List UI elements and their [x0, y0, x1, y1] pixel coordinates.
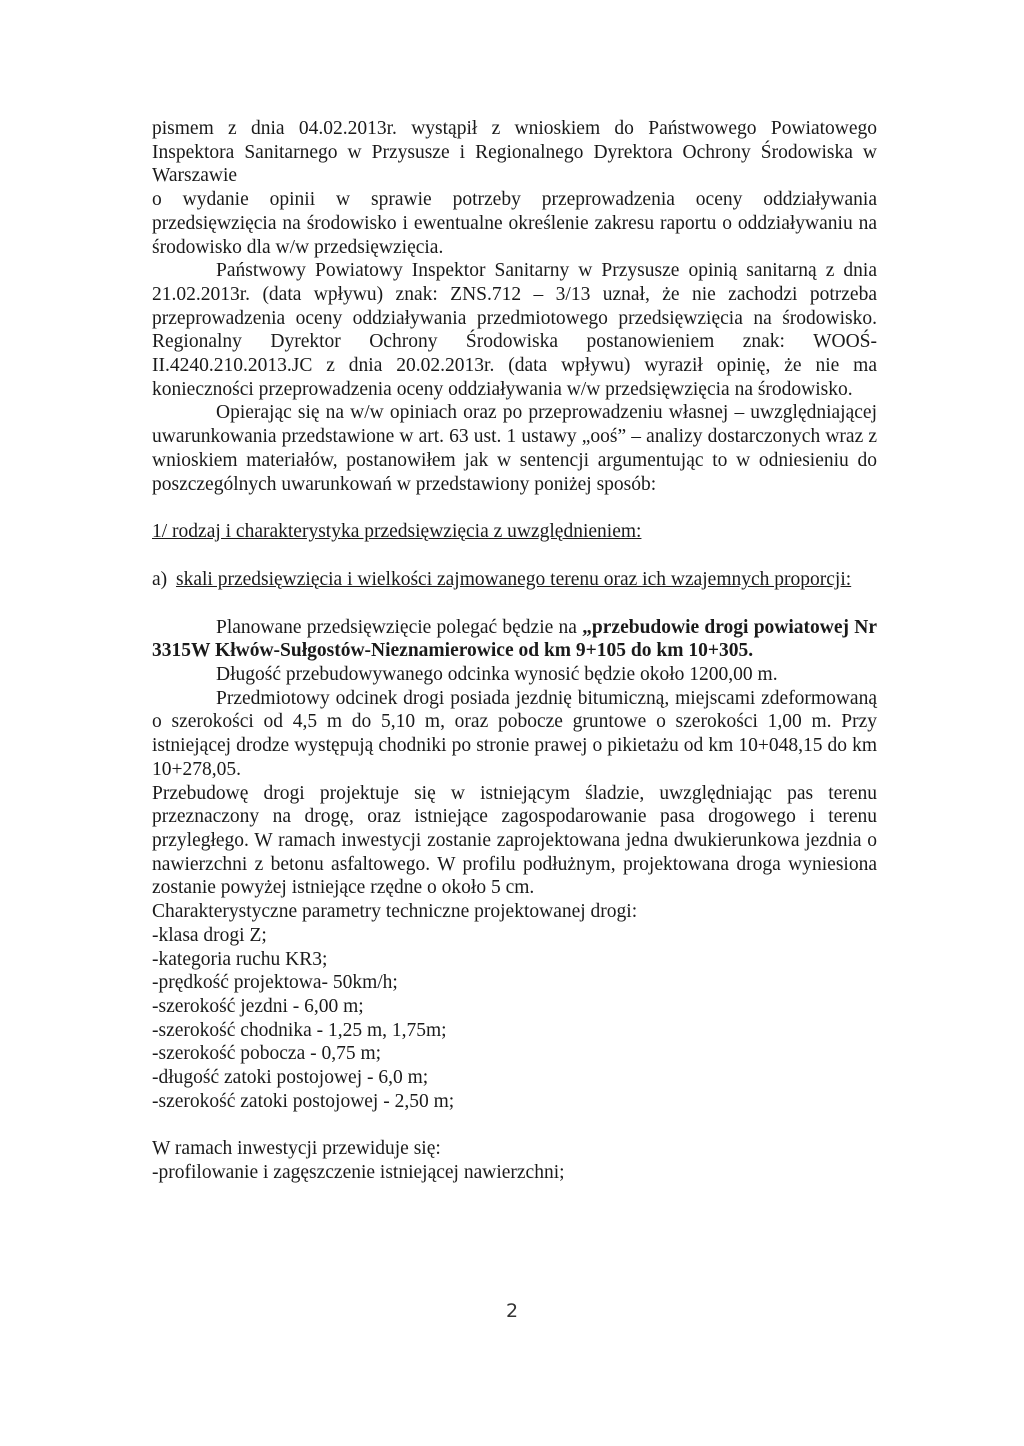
spacer	[152, 1113, 877, 1137]
existing-road-description: Przedmiotowy odcinek drogi posiada jezdnię bitumiczną, miejscami zdeformowaną o szerokości od 4,5 m do 5,10 m, oraz pobocze gruntowe o szerokości 1,00 m. Przy istniejącej drodze występują chodniki po stronie prawej o pikietażu od km 10+048,15 do km 10+278,05.	[152, 687, 877, 780]
subsection-marker: a)	[152, 568, 168, 590]
project-length: Długość przebudowywanego odcinka wynosić będzie około 1200,00 m.	[216, 664, 778, 686]
page-number: 2	[505, 1300, 519, 1322]
sanitary-opinion-paragraph: Państwowy Powiatowy Inspektor Sanitarny w Przysusze opinią sanitarną z dnia 21.02.2013r. (data wpływu) znak: ZNS.712 – 3/13 uznał, że nie zachodzi potrzeba przeprowadzenia oceny oddziaływania przedmiotowego przedsięwzięcia na środowisko. Regionalny Dyrektor Ochrony Środowiska postanowieniem znak: WOOŚ-II.4240.210.2013.JC z dnia 20.02.2013r. (data wpływu) wyraził opinię, że nie ma konieczności przeprowadzenia oceny oddziaływania w/w przedsięwzięcia na środowisko.	[152, 260, 877, 400]
parameter-item: -szerokość chodnika - 1,25 m, 1,75m;	[152, 1019, 447, 1041]
reconstruction-plan: Przebudowę drogi projektuje się w istniejącym śladzie, uwzględniając pas terenu przeznaczony na drogę, oraz istniejące zagospodarowanie pasa drogowego i terenu przyległego. W ramach inwestycji zostanie zaprojektowana jedna dwukierunkowa jezdnia o nawierzchni z betonu asfaltowego. W profilu podłużnym, projektowana droga wyniesiona zostanie powyżej istniejące rzędne o około 5 cm.	[152, 782, 877, 899]
parameter-item: -prędkość projektowa- 50km/h;	[152, 972, 398, 994]
parameter-item: -długość zatoki postojowej - 6,0 m;	[152, 1067, 429, 1089]
document-body	[152, 117, 877, 1185]
spacer	[152, 496, 877, 520]
spacer	[152, 544, 877, 568]
parameters-heading: Charakterystyczne parametry techniczne projektowanej drogi:	[152, 901, 638, 923]
project-name: „przebudowie drogi powiatowej Nr 3315W Kłwów-Sułgostów-Nieznamierowice od km 9+105 do km 10+305.	[152, 616, 878, 662]
parameter-item: -szerokość jezdni - 6,00 m;	[152, 995, 364, 1017]
parameter-item: -klasa drogi Z;	[152, 924, 267, 946]
scope-list	[152, 1161, 877, 1185]
conclusion-paragraph: Opierając się na w/w opiniach oraz po przeprowadzeniu własnej – uwzględniającej uwarunkowania przedstawione w art. 63 ust. 1 ustawy „ooś” – analizy dostarczonych wraz z wnioskiem materiałów, postanowiłem jak w sentencji argumentując to w odniesieniu do poszczególnych uwarunkowań w przedstawiony poniżej sposób:	[152, 402, 877, 495]
parameter-item: -kategoria ruchu KR3;	[152, 948, 328, 970]
project-lead-text: Planowane przedsięwzięcie polegać będzie na	[216, 616, 583, 638]
spacer	[152, 592, 877, 616]
parameter-item: -szerokość zatoki postojowej - 2,50 m;	[152, 1090, 455, 1112]
intro-paragraph-2: o wydanie opinii w sprawie potrzeby przeprowadzenia oceny oddziaływania przedsięwzięcia na środowisko i ewentualne określenie zakresu raportu o oddziaływaniu na środowisko dla w/w przedsięwzięcia.	[152, 189, 877, 258]
parameter-item: -szerokość pobocza - 0,75 m;	[152, 1043, 382, 1065]
subsection-title: skali przedsięwzięcia i wielkości zajmowanego terenu oraz ich wzajemnych proporcji:	[176, 568, 852, 590]
scope-heading: W ramach inwestycji przewiduje się:	[152, 1138, 441, 1160]
section-heading: 1/ rodzaj i charakterystyka przedsięwzięcia z uwzględnieniem:	[152, 521, 642, 543]
project-description	[152, 616, 877, 663]
scope-item: -profilowanie i zagęszczenie istniejącej nawierzchni;	[152, 1162, 565, 1184]
parameters-list	[152, 924, 877, 1114]
subsection-heading	[152, 568, 877, 592]
intro-paragraph-1: pismem z dnia 04.02.2013r. wystąpił z wnioskiem do Państwowego Powiatowego Inspektora Sanitarnego w Przysusze i Regionalnego Dyrektora Ochrony Środowiska w Warszawie	[152, 118, 877, 187]
